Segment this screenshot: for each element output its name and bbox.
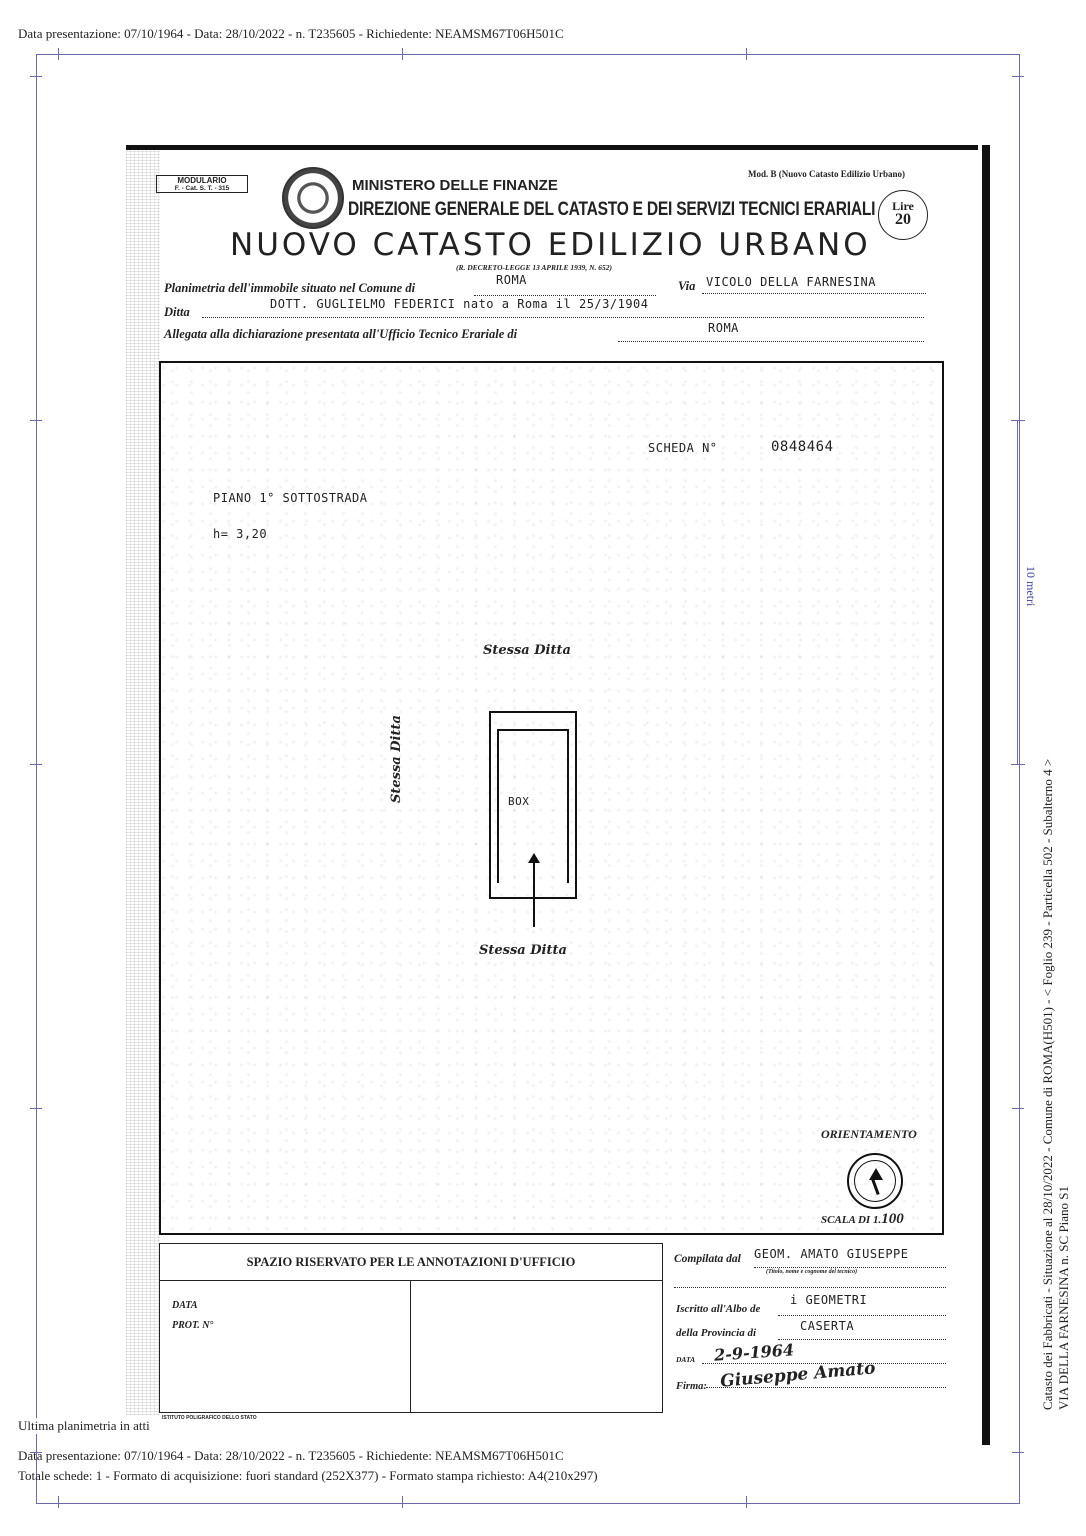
provincia-underline xyxy=(778,1339,946,1340)
compilata-underline xyxy=(754,1267,946,1268)
scale-bar-tick xyxy=(1011,420,1025,421)
header-line: Data presentazione: 07/10/1964 - Data: 28/10/2022 - n. T235605 - Richiedente: NEAMSM67T06H501C xyxy=(18,26,564,41)
compass-inner-ring xyxy=(854,1160,896,1202)
annot-data-label: DATA xyxy=(172,1300,198,1311)
left-neighbor-text: Stessa Ditta xyxy=(389,715,404,803)
frame-tick xyxy=(30,1108,42,1109)
lire-stamp xyxy=(878,190,928,240)
piano-label: PIANO 1° SOTTOSTRADA xyxy=(213,491,368,505)
compilata-name: GEOM. AMATO GIUSEPPE xyxy=(754,1247,909,1261)
scale-bar-tick xyxy=(1011,764,1025,765)
lire-value: 20 xyxy=(895,211,911,228)
frame-tick xyxy=(30,764,42,765)
box-outline xyxy=(489,711,577,899)
scale-bar xyxy=(1017,420,1018,764)
ufficio-value: ROMA xyxy=(708,321,739,335)
ultima-planimetria: Ultima planimetria in atti xyxy=(18,1418,150,1433)
entrance-arrow-icon xyxy=(528,853,540,863)
frame-tick xyxy=(30,420,42,421)
compilata-sub: (Titolo, nome e cognome del tecnico) xyxy=(766,1269,858,1275)
annotations-box xyxy=(159,1243,663,1413)
ditta-value: DOTT. GUGLIELMO FEDERICI nato a Roma il 25/3/1904 xyxy=(270,297,649,311)
frame-tick xyxy=(402,48,403,60)
sheet-border-right xyxy=(982,145,990,1445)
annot-prot-label: PROT. N° xyxy=(172,1320,214,1331)
compilata-label: Compilata dal xyxy=(674,1253,741,1265)
footer-line-1: Data presentazione: 07/10/1964 - Data: 28/10/2022 - n. T235605 - Richiedente: NEAMSM67T06H501C xyxy=(18,1448,564,1463)
left-neighbor-label xyxy=(389,715,404,803)
albo-label: Iscritto all'Albo de xyxy=(676,1303,761,1315)
mod-b-label xyxy=(748,169,905,179)
italian-emblem-icon xyxy=(282,167,344,229)
ditta-underline xyxy=(202,317,924,318)
data-label: DATA xyxy=(676,1355,696,1364)
modulario-box xyxy=(156,175,248,193)
entrance-arrow-shaft xyxy=(533,859,535,927)
sheet-border-top xyxy=(126,145,978,150)
mod-b-text: Mod. B (Nuovo Catasto Edilizio Urbano) xyxy=(748,169,906,179)
north-compass-icon xyxy=(847,1153,903,1209)
catasto-side-line-1: Catasto dei Fabbricati - Situazione al 28/10/2022 - Comune di ROMA(H501) - < Foglio 239 - Particella 502 - Subalterno 4 > xyxy=(1040,758,1055,1410)
albo-underline xyxy=(778,1315,946,1316)
orientamento-label: ORIENTAMENTO xyxy=(821,1127,917,1141)
printer-label: ISTITUTO POLIGRAFICO DELLO STATO xyxy=(162,1415,257,1421)
scala-value: 100 xyxy=(881,1211,904,1227)
scan-noise xyxy=(126,145,160,1415)
comune-value: ROMA xyxy=(496,273,527,287)
firma-label: Firma: xyxy=(676,1381,707,1392)
compass-arrow-icon xyxy=(869,1168,883,1180)
scala-label: SCALA DI 1. xyxy=(821,1214,882,1226)
comune-underline xyxy=(474,295,656,296)
catasto-title: NUOVO CATASTO EDILIZIO URBANO xyxy=(230,227,871,263)
frame-tick xyxy=(746,1496,747,1508)
modulario-code: F. - Cat. S. T. - 315 xyxy=(174,185,230,192)
lire-label: Lire xyxy=(892,199,914,213)
frame-tick xyxy=(1012,1108,1024,1109)
signature: Giuseppe Amato xyxy=(719,1358,877,1392)
footer-line-2: Totale schede: 1 - Formato di acquisizione: fuori standard (252X377) - Formato stampa richiesto: A4(210x297) xyxy=(18,1468,598,1483)
frame-tick xyxy=(58,1496,59,1508)
ministero-title: MINISTERO DELLE FINANZE xyxy=(352,177,558,194)
provincia-label: della Provincia di xyxy=(676,1327,757,1339)
scala-line xyxy=(821,1211,904,1228)
scheda-label: SCHEDA N° xyxy=(648,441,718,455)
scheda-number: 0848464 xyxy=(771,439,834,455)
via-value: VICOLO DELLA FARNESINA xyxy=(706,275,876,289)
direzione-title: DIREZIONE GENERALE DEL CATASTO E DEI SERVIZI TECNICI ERARIALI xyxy=(348,199,876,220)
data-value: 2-9-1964 xyxy=(713,1340,795,1365)
box-label: BOX xyxy=(508,795,530,808)
frame-tick xyxy=(402,1496,403,1508)
top-neighbor-label: Stessa Ditta xyxy=(483,643,571,658)
scanned-sheet xyxy=(126,145,984,1421)
via-underline xyxy=(702,293,926,294)
scale-bar-label: 10 metri xyxy=(1024,566,1038,607)
catasto-side-line-2: VIA DELLA FARNESINA n. SC Piano S1 xyxy=(1056,1185,1071,1410)
frame-tick xyxy=(1012,76,1024,77)
planimetria-label: Planimetria dell'immobile situato nel Comune di xyxy=(164,281,416,295)
modulario-label: MODULARIO xyxy=(177,176,227,185)
albo-value: i GEOMETRI xyxy=(790,1293,868,1307)
frame-tick xyxy=(746,48,747,60)
altezza-label: h= 3,20 xyxy=(213,527,268,541)
allegata-label: Allegata alla dichiarazione presentata all'Ufficio Tecnico Erariale di xyxy=(164,327,518,341)
ditta-label: Ditta xyxy=(164,305,190,319)
annotations-divider xyxy=(410,1280,411,1412)
annotations-heading: SPAZIO RISERVATO PER LE ANNOTAZIONI D'UFFICIO xyxy=(160,1244,662,1281)
frame-tick xyxy=(30,76,42,77)
compass-needle xyxy=(871,1179,879,1195)
via-label: Via xyxy=(678,279,696,293)
frame-tick xyxy=(58,48,59,60)
decreto-line: (R. DECRETO-LEGGE 13 APRILE 1939, N. 652) xyxy=(456,263,613,272)
ufficio-underline xyxy=(618,341,924,342)
floor-plan-area xyxy=(159,361,944,1235)
compilata-extra-line xyxy=(674,1287,946,1288)
frame-tick xyxy=(1012,1452,1024,1453)
bottom-neighbor-label: Stessa Ditta xyxy=(479,943,567,958)
provincia-value: CASERTA xyxy=(800,1319,855,1333)
